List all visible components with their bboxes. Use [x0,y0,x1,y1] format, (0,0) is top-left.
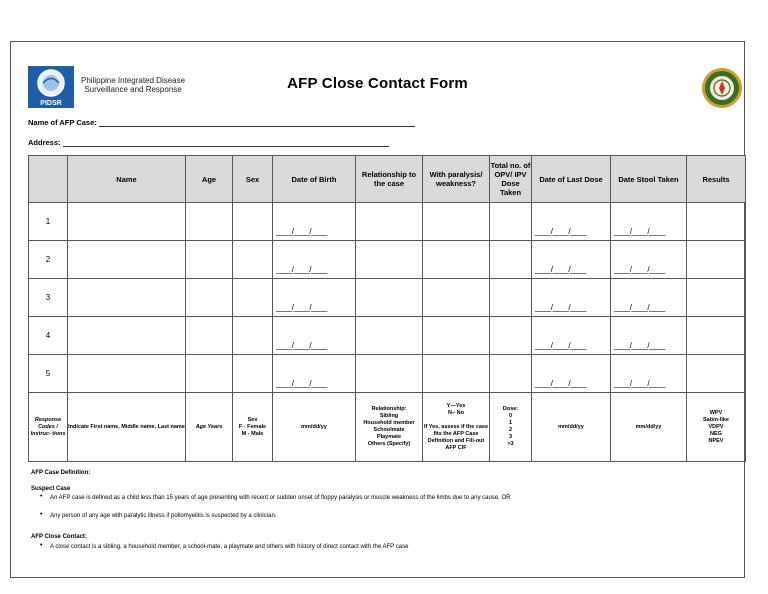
date-blank: ____/____/____ [535,341,586,350]
table-row [29,355,746,393]
date-of-birth-cell[interactable] [273,203,356,241]
results-cell[interactable] [687,203,746,241]
table-row [29,317,746,355]
age-cell[interactable] [186,279,233,317]
form-title: AFP Close Contact Form [287,75,468,92]
suspect-case-heading: Suspect Case [31,486,71,492]
header-age: Age [186,156,233,203]
row-number: 4 [29,317,68,355]
table-row [29,203,746,241]
address-input[interactable] [63,138,389,147]
age-cell[interactable] [186,317,233,355]
last-dose-cell[interactable] [532,355,611,393]
table-row [29,241,746,279]
sex-cell[interactable] [233,279,273,317]
date-blank: ____/____/____ [535,379,586,388]
date-blank: ____/____/____ [614,265,665,274]
total-dose-cell[interactable] [490,203,532,241]
name-of-case-label: Name of AFP Case: [28,118,97,127]
codes-stool-taken: mm/dd/yy [611,393,687,462]
response-codes-row [29,393,746,462]
table-row [29,279,746,317]
suspect-bullet-2: Any person of any age with paralytic illness if poliomyelitis is suspected by a clinician. [50,513,277,519]
row-number: 5 [29,355,68,393]
results-cell[interactable] [687,355,746,393]
relationship-cell[interactable] [356,203,423,241]
stool-taken-cell[interactable] [611,355,687,393]
header-results: Results [687,156,746,203]
sex-cell[interactable] [233,203,273,241]
codes-name: Indicate First name, Middle name, Last name [68,393,186,462]
paralysis-cell[interactable] [423,355,490,393]
paralysis-cell[interactable] [423,317,490,355]
age-cell[interactable] [186,203,233,241]
age-cell[interactable] [186,241,233,279]
codes-relationship: Relationship: Sibling Household member Schoolmate Playmate Others (Specify) [356,393,423,462]
total-dose-cell[interactable] [490,355,532,393]
sex-cell[interactable] [233,355,273,393]
name-cell[interactable] [68,279,186,317]
codes-last-dose: mm/dd/yy [532,393,611,462]
stool-taken-cell[interactable] [611,279,687,317]
org-line-1: Philippine Integrated Disease [81,76,186,85]
header-last-dose: Date of Last Dose [532,156,611,203]
definitions-box [28,466,745,574]
codes-age: Age Years [186,393,233,462]
bullet-icon: • [40,511,43,518]
relationship-cell[interactable] [356,317,423,355]
stool-taken-cell[interactable] [611,317,687,355]
date-of-birth-cell[interactable] [273,317,356,355]
date-of-birth-cell[interactable] [273,355,356,393]
results-cell[interactable] [687,241,746,279]
stool-taken-cell[interactable] [611,203,687,241]
org-line-2: Surveillance and Response [84,85,182,94]
date-blank: ____/____/____ [614,379,665,388]
date-blank: ____/____/____ [276,265,327,274]
header-name: Name [68,156,186,203]
date-blank: ____/____/____ [614,303,665,312]
date-blank: ____/____/____ [276,303,327,312]
name-cell[interactable] [68,241,186,279]
results-cell[interactable] [687,317,746,355]
total-dose-cell[interactable] [490,279,532,317]
header-blank [29,156,68,203]
paralysis-cell[interactable] [423,279,490,317]
name-cell[interactable] [68,355,186,393]
stool-taken-cell[interactable] [611,241,687,279]
address-field [28,138,389,147]
header-sex: Sex [233,156,273,203]
contact-table [28,155,746,462]
date-blank: ____/____/____ [614,341,665,350]
header-date-of-birth: Date of Birth [273,156,356,203]
last-dose-cell[interactable] [532,241,611,279]
table-header-row [29,156,746,203]
last-dose-cell[interactable] [532,317,611,355]
row-number: 1 [29,203,68,241]
codes-paralysis: Y—Yes N– No If Yes, assess if the case fits the AFP Case Definition and Fill-out AFP CIF [423,393,490,462]
bullet-icon: • [40,542,43,549]
results-cell[interactable] [687,279,746,317]
sex-cell[interactable] [233,317,273,355]
relationship-cell[interactable] [356,279,423,317]
total-dose-cell[interactable] [490,241,532,279]
bullet-icon: • [40,493,43,500]
codes-instructions: Response Codes / Instruc- tions [29,393,68,462]
relationship-cell[interactable] [356,241,423,279]
date-blank: ____/____/____ [276,341,327,350]
suspect-bullet-1: An AFP case is defined as a child less than 15 years of age presenting with recent or sudden onset of floppy paralysis or muscle weakness of the limbs due to any cause, OR [50,495,511,501]
logo-text: PIDSR [40,100,62,107]
date-of-birth-cell[interactable] [273,241,356,279]
name-of-case-input[interactable] [99,118,415,127]
row-number: 2 [29,241,68,279]
sex-cell[interactable] [233,241,273,279]
header-paralysis: With paralysis/ weakness? [423,156,490,203]
age-cell[interactable] [186,355,233,393]
close-contact-bullet: A close contact is a sibling, a household member, a school-mate, a playmate and others with history of direct contact with the AFP case [50,544,409,550]
date-blank: ____/____/____ [276,227,327,236]
row-number: 3 [29,279,68,317]
name-cell[interactable] [68,203,186,241]
codes-dose: Dose: 0 1 2 3 >3 [490,393,532,462]
last-dose-cell[interactable] [532,203,611,241]
paralysis-cell[interactable] [423,241,490,279]
definition-heading: AFP Case Definition: [31,470,91,476]
header-total-dose: Total no. of OPV/ IPV Dose Taken [490,156,532,203]
codes-sex: Sex F - Female M - Male [233,393,273,462]
date-blank: ____/____/____ [614,227,665,236]
header-relationship: Relationship to the case [356,156,423,203]
date-blank: ____/____/____ [535,303,586,312]
date-blank: ____/____/____ [276,379,327,388]
form-page [10,41,745,578]
date-of-birth-cell[interactable] [273,279,356,317]
header-stool-taken: Date Stool Taken [611,156,687,203]
last-dose-cell[interactable] [532,279,611,317]
address-label: Address: [28,138,61,147]
codes-date-of-birth: mm/dd/yy [273,393,356,462]
doh-seal-icon [701,67,743,109]
name-cell[interactable] [68,317,186,355]
total-dose-cell[interactable] [490,317,532,355]
relationship-cell[interactable] [356,355,423,393]
close-contact-heading: AFP Close Contact: [31,534,87,540]
date-blank: ____/____/____ [535,265,586,274]
name-of-case-field [28,118,415,127]
date-blank: ____/____/____ [535,227,586,236]
codes-results: WPV Sabin-like VDPV NEG NPEV [687,393,746,462]
paralysis-cell[interactable] [423,203,490,241]
